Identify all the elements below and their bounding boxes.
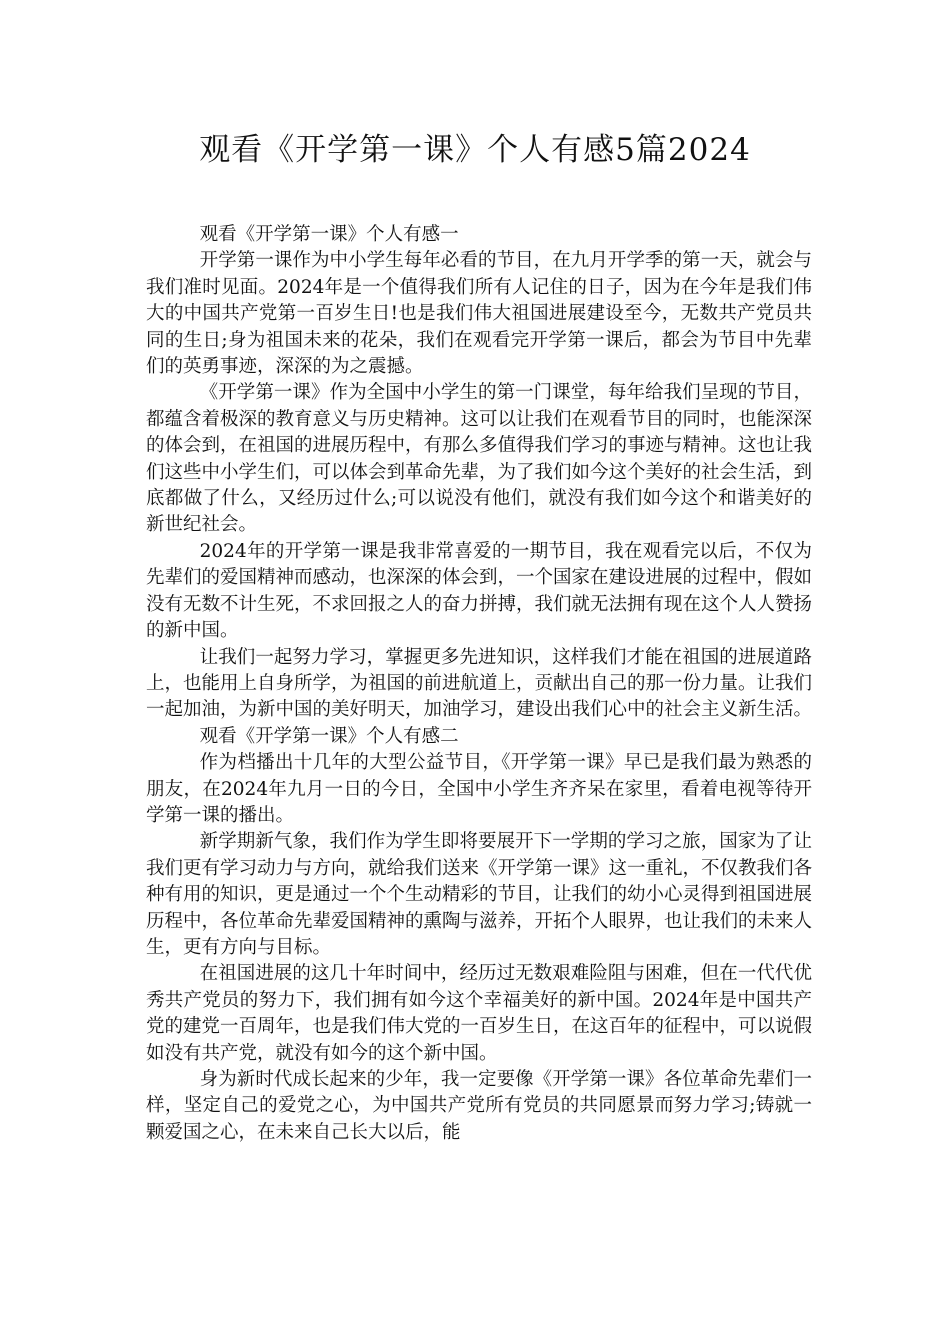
- paragraph: 开学第一课作为中小学生每年必看的节目，在九月开学季的第一天，就会与我们准时见面。2024年是一个值得我们所有人记住的日子，因为在今年是我们伟大的中国共产党第一百岁生日!也是我们伟大祖国进展建设至今，无数共产党员共同的生日;身为祖国未来的花朵，我们在观看完开学第一课后，都会为节目中先辈们的英勇事迹，深深的为之震撼。: [146, 250, 812, 378]
- paragraph: 《开学第一课》作为全国中小学生的第一门课堂，每年给我们呈现的节目，都蕴含着极深的教育意义与历史精神。这可以让我们在观看节目的同时，也能深深的体会到，在祖国的进展历程中，有那么多值得我们学习的事迹与精神。这也让我们这些中小学生们，可以体会到革命先辈，为了我们如今这个美好的社会生活，到底都做了什么，又经历过什么;可以说没有他们，就没有我们如今这个和谐美好的新世纪社会。: [146, 382, 813, 536]
- paragraph: 在祖国进展的这几十年时间中，经历过无数艰难险阻与困难，但在一代代优秀共产党员的努力下，我们拥有如今这个幸福美好的新中国。2024年是中国共产党的建党一百周年，也是我们伟大党的一百岁生日，在这百年的征程中，可以说假如没有共产党，就没有如今的这个新中国。: [146, 963, 813, 1064]
- paragraph: 作为档播出十几年的大型公益节目，《开学第一课》早已是我们最为熟悉的朋友，在2024年九月一日的今日，全国中小学生齐齐呆在家里，看着电视等待开学第一课的播出。: [146, 752, 812, 826]
- page-title: 观看《开学第一课》个人有感5篇2024: [199, 132, 751, 168]
- paragraph: 身为新时代成长起来的少年，我一定要像《开学第一课》各位革命先辈们一样，坚定自己的爱党之心，为中国共产党所有党员的共同愿景而努力学习;铸就一颗爱国之心，在未来自己长大以后，能: [146, 1069, 812, 1143]
- document-body: [146, 222, 812, 1146]
- section-heading: 观看《开学第一课》个人有感一: [199, 224, 459, 245]
- paragraph: 新学期新气象，我们作为学生即将要展开下一学期的学习之旅，国家为了让我们更有学习动力与方向，就给我们送来《开学第一课》这一重礼，不仅教我们各种有用的知识，更是通过一个个生动精彩的节目，让我们的幼小心灵得到祖国进展历程中，各位革命先辈爱国精神的熏陶与滋养，开拓个人眼界，也让我们的未来人生，更有方向与目标。: [146, 831, 813, 958]
- paragraph: 让我们一起努力学习，掌握更多先进知识，这样我们才能在祖国的进展道路上，也能用上自身所学，为祖国的前进航道上，贡献出自己的那一份力量。让我们一起加油，为新中国的美好明天，加油学习，建设出我们心中的社会主义新生活。: [146, 646, 813, 721]
- section-heading: 观看《开学第一课》个人有感二: [199, 725, 459, 747]
- paragraph: 2024年的开学第一课是我非常喜爱的一期节目，我在观看完以后，不仅为先辈们的爱国精神而感动，也深深的体会到，一个国家在建设进展的过程中，假如没有无数不计生死，不求回报之人的奋力拼搏，我们就无法拥有现在这个人人赞扬的新中国。: [146, 540, 813, 642]
